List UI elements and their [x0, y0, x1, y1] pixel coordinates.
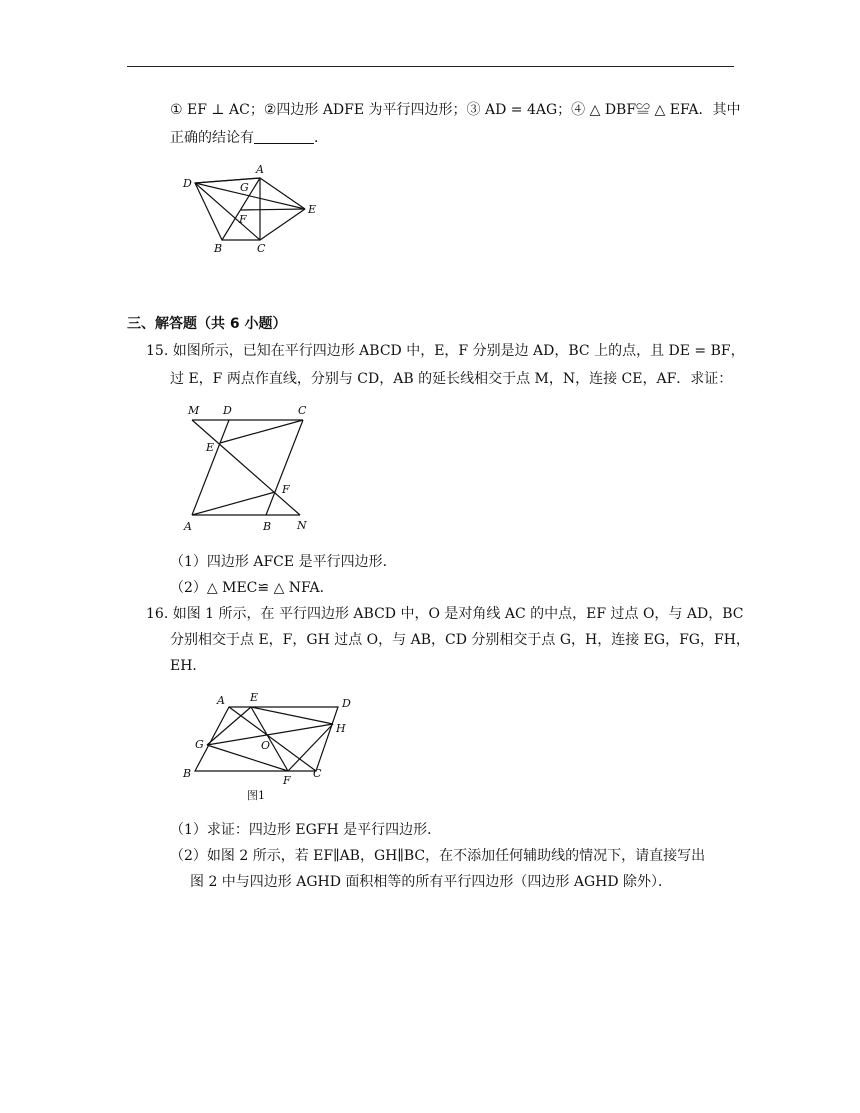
q16-part1: （1）求证：四边形 EGFH 是平行四边形． [170, 822, 442, 838]
q16-part2-line1: （2）如图 2 所示，若 EF∥AB，GH∥BC，在不添加任何辅助线的情况下，请直接写出 [170, 848, 706, 864]
fig14-line-AE [260, 178, 305, 209]
q15-figure [180, 400, 340, 540]
fig16-label-D: D [342, 697, 351, 710]
q16-text-line2: 分别相交于点 E，F，GH 过点 O，与 AB，CD 分别相交于点 G，H，连接 EG，FG，FH， [170, 632, 750, 648]
fig15-label-M: M [188, 404, 200, 417]
fig14-label-D: D [183, 177, 192, 190]
q14-conditions-line: ① EF ⊥ AC；②四边形 ADFE 为平行四边形；③ AD = 4AG；④ △ DBF≌ △ EFA．其中 [170, 102, 741, 118]
fig16-label-B: B [183, 767, 192, 780]
fig15-label-N: N [297, 519, 307, 532]
fig15-label-D: D [223, 404, 232, 417]
fig14-line-CE [260, 209, 305, 240]
section-3-title: 三、解答题（共 6 小题） [127, 316, 287, 332]
fig14-label-C: C [257, 242, 266, 255]
q16-part2-line2: 图 2 中与四边形 AGHD 面积相等的所有平行四边形（四边形 AGHD 除外）． [190, 874, 673, 890]
fig16-label-H: H [336, 722, 346, 735]
fig14-label-G: G [240, 181, 249, 194]
fig16-label-A: A [217, 694, 225, 707]
fig16-line-EH [251, 707, 333, 724]
fig16-label-G: G [195, 738, 204, 751]
header-rule [127, 66, 734, 67]
fig15-label-A: A [184, 520, 192, 533]
answer-blank[interactable] [254, 129, 314, 144]
fig16-label-E: E [250, 691, 259, 704]
fig15-line-AF [192, 492, 275, 515]
fig14-label-F: F [239, 213, 247, 226]
fig14-line-DA [195, 178, 260, 183]
fig15-label-B: B [263, 520, 272, 533]
q16-text-line1: 16. 如图 1 所示，在 平行四边形 ABCD 中，O 是对角线 AC 的中点，EF 过点 O，与 AD，BC [146, 606, 744, 622]
q16-text-line3: EH． [170, 658, 207, 674]
q14-answer-prefix: 正确的结论有 [170, 130, 254, 146]
fig15-line-EC [220, 420, 303, 443]
fig16-label-F: F [283, 774, 291, 787]
fig14-label-A: A [256, 163, 264, 176]
q15-text-line1: 15. 如图所示，已知在平行四边形 ABCD 中，E，F 分别是边 AD，BC 上的点，且 DE = BF， [146, 343, 745, 359]
q15-text-line2: 过 E，F 两点作直线，分别与 CD，AB 的延长线相交于点 M，N，连接 CE，AF．求证： [170, 371, 733, 387]
fig14-label-B: B [214, 242, 223, 255]
fig15-line-MN [192, 420, 300, 515]
q14-answer-line [170, 128, 328, 148]
fig16-caption: 图1 [247, 789, 265, 802]
q15-part1: （1）四边形 AFCE 是平行四边形． [170, 554, 397, 570]
fig15-line-AD [192, 420, 229, 515]
fig16-label-C: C [313, 767, 322, 780]
q16-figure [176, 690, 366, 805]
fig15-label-E: E [206, 441, 215, 454]
fig14-line-FE [241, 209, 305, 210]
fig14-line-DE [195, 183, 305, 209]
fig16-label-O: O [261, 739, 271, 752]
q14-figure [176, 160, 326, 260]
fig15-label-F: F [282, 483, 290, 496]
fig15-label-C: C [298, 404, 307, 417]
fig16-line-FH [288, 724, 333, 771]
fig14-label-E: E [308, 203, 317, 216]
q14-answer-suffix: ． [314, 130, 328, 146]
q15-part2: （2）△ MEC≌ △ NFA． [170, 580, 334, 596]
